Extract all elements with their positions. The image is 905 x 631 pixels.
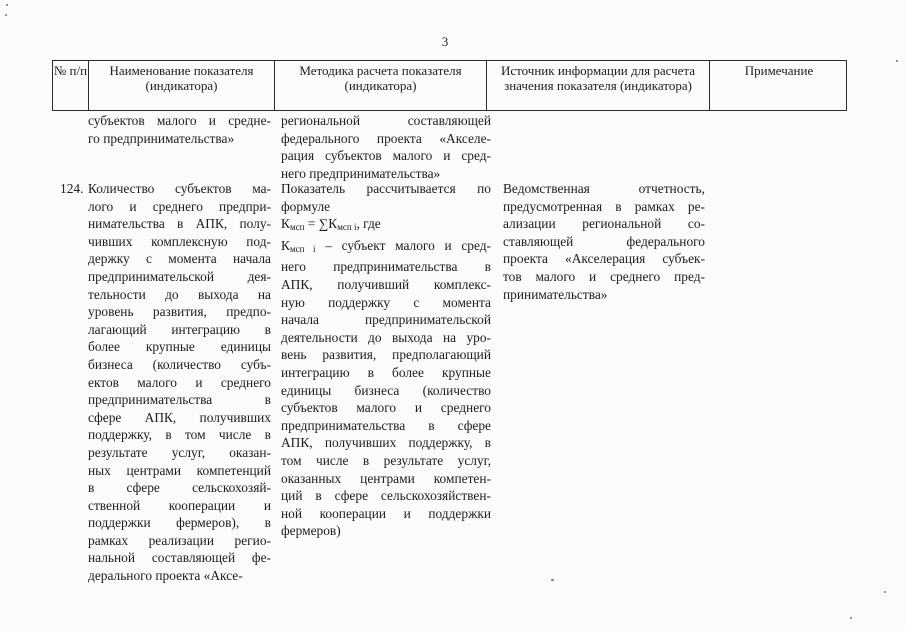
method-body [281,258,491,540]
text-line: нальной составляющей фе- [88,550,271,566]
text-line: сфере АПК, получивших [88,409,271,425]
method-formula: $К_{мсп} = \sum К_{мсп i}$, где [281,216,381,233]
text-line: Ведомственная отчетность, [503,181,705,196]
text-line: уровень развития, предпо- [88,304,271,320]
text-line: оказанных центрами компетен- [281,470,491,486]
scan-speck [884,591,886,593]
scan-speck [551,579,554,581]
text-line: ственной кооперации и [88,497,271,513]
text-line: деятельности до выхода на уро- [281,329,491,345]
header-number: № п/п [53,63,88,78]
text-line: федерального проекта «Акселе- [281,130,491,146]
page-number: 3 [441,34,449,49]
text-line: ектов малого и среднего [88,374,271,390]
row-number: 124. [60,181,84,196]
method-intro [281,180,491,215]
scan-speck [5,14,7,16]
text-line: единицы бизнеса (количество [281,382,491,398]
text-line: тельности до выхода на [88,286,271,302]
text-line: ную поддержку с момента [281,294,491,310]
table-header [52,60,847,111]
text-line: проекта «Акселерация субъек- [503,251,705,267]
header-note: Примечание [709,61,848,110]
text-line: рамках реализации регио- [88,532,271,548]
text-line: более крупные единицы [88,339,271,355]
continuation-method [281,112,491,182]
text-line: результате услуг, оказан- [88,444,271,460]
text-line: ализации региональной со- [503,216,705,232]
header-name: Наименование показателя (индикатора) [88,61,274,110]
text-line: него предпринимательства» [281,165,441,181]
text-line: региональной составляющей [281,113,491,128]
text-line: субъектов малого и среднего [281,400,491,416]
text-line: АПК, получивших поддержку, в [281,435,491,451]
header-source: Источник информации для расчета значения показателя (индикатора) [486,61,709,110]
text-line: него предпринимательства в [281,259,491,275]
text-line: лого и среднего предпри- [88,198,271,214]
text-line: предпринимательства в [88,392,271,408]
text-line: субъектов малого и средне- [88,113,271,128]
text-line: поддержки фермеров), в [88,515,271,531]
text-line: ций в сфере сельскохозяйствен- [281,488,491,504]
text-line: дерального проекта «Аксе- [88,568,243,584]
text-line: ных центрами компетенций [88,462,271,478]
text-line: формуле [281,198,331,214]
text-line: вень развития, предполагающий [281,347,491,363]
text-line: фермеров) [281,523,341,539]
text-line: ставляющей федерального [503,233,705,249]
scan-speck [6,4,8,6]
text-line: Количество субъектов ма- [88,181,271,196]
row-name [88,180,271,585]
text-line: том числе в результате услуг, [281,452,491,468]
text-line: лагающий интеграцию в [88,321,271,337]
text-line: поддержку, в том числе в [88,427,271,443]
text-line: интеграцию в более крупные [281,364,491,380]
text-line: в сфере сельскохозяй- [88,480,271,496]
text-line: го предпринимательства» [88,130,235,146]
row-source [503,180,705,303]
row-method [281,180,491,540]
method-definition: $К_{мсп i}$ – субъект малого и сред- [281,237,492,254]
text-line: предпринимательства в сфере [281,417,491,433]
text-line: ной кооперации и поддержки [281,505,491,521]
text-line: рация субъектов малого и сред- [281,148,491,164]
text-line: нимательства в АПК, полу- [88,216,271,232]
scan-speck [896,60,898,62]
text-line: тов малого и среднего пред- [503,268,705,284]
text-line: начала предпринимательской [281,312,491,328]
text-line: АПК, получивший комплекс- [281,276,491,292]
text-line: Показатель рассчитывается по [281,181,491,196]
text-line: предусмотренная в рамках ре- [503,198,705,214]
text-line: держку с момента начала [88,251,271,267]
text-line: чивших комплексную под- [88,233,271,249]
text-line: предпринимательской дея- [88,268,271,284]
continuation-name [88,112,271,147]
scan-speck [850,617,852,619]
text-line: бизнеса (количество субъ- [88,356,271,372]
text-line: принимательства» [503,286,608,302]
header-method: Методика расчета показателя (индикатора) [274,61,486,110]
